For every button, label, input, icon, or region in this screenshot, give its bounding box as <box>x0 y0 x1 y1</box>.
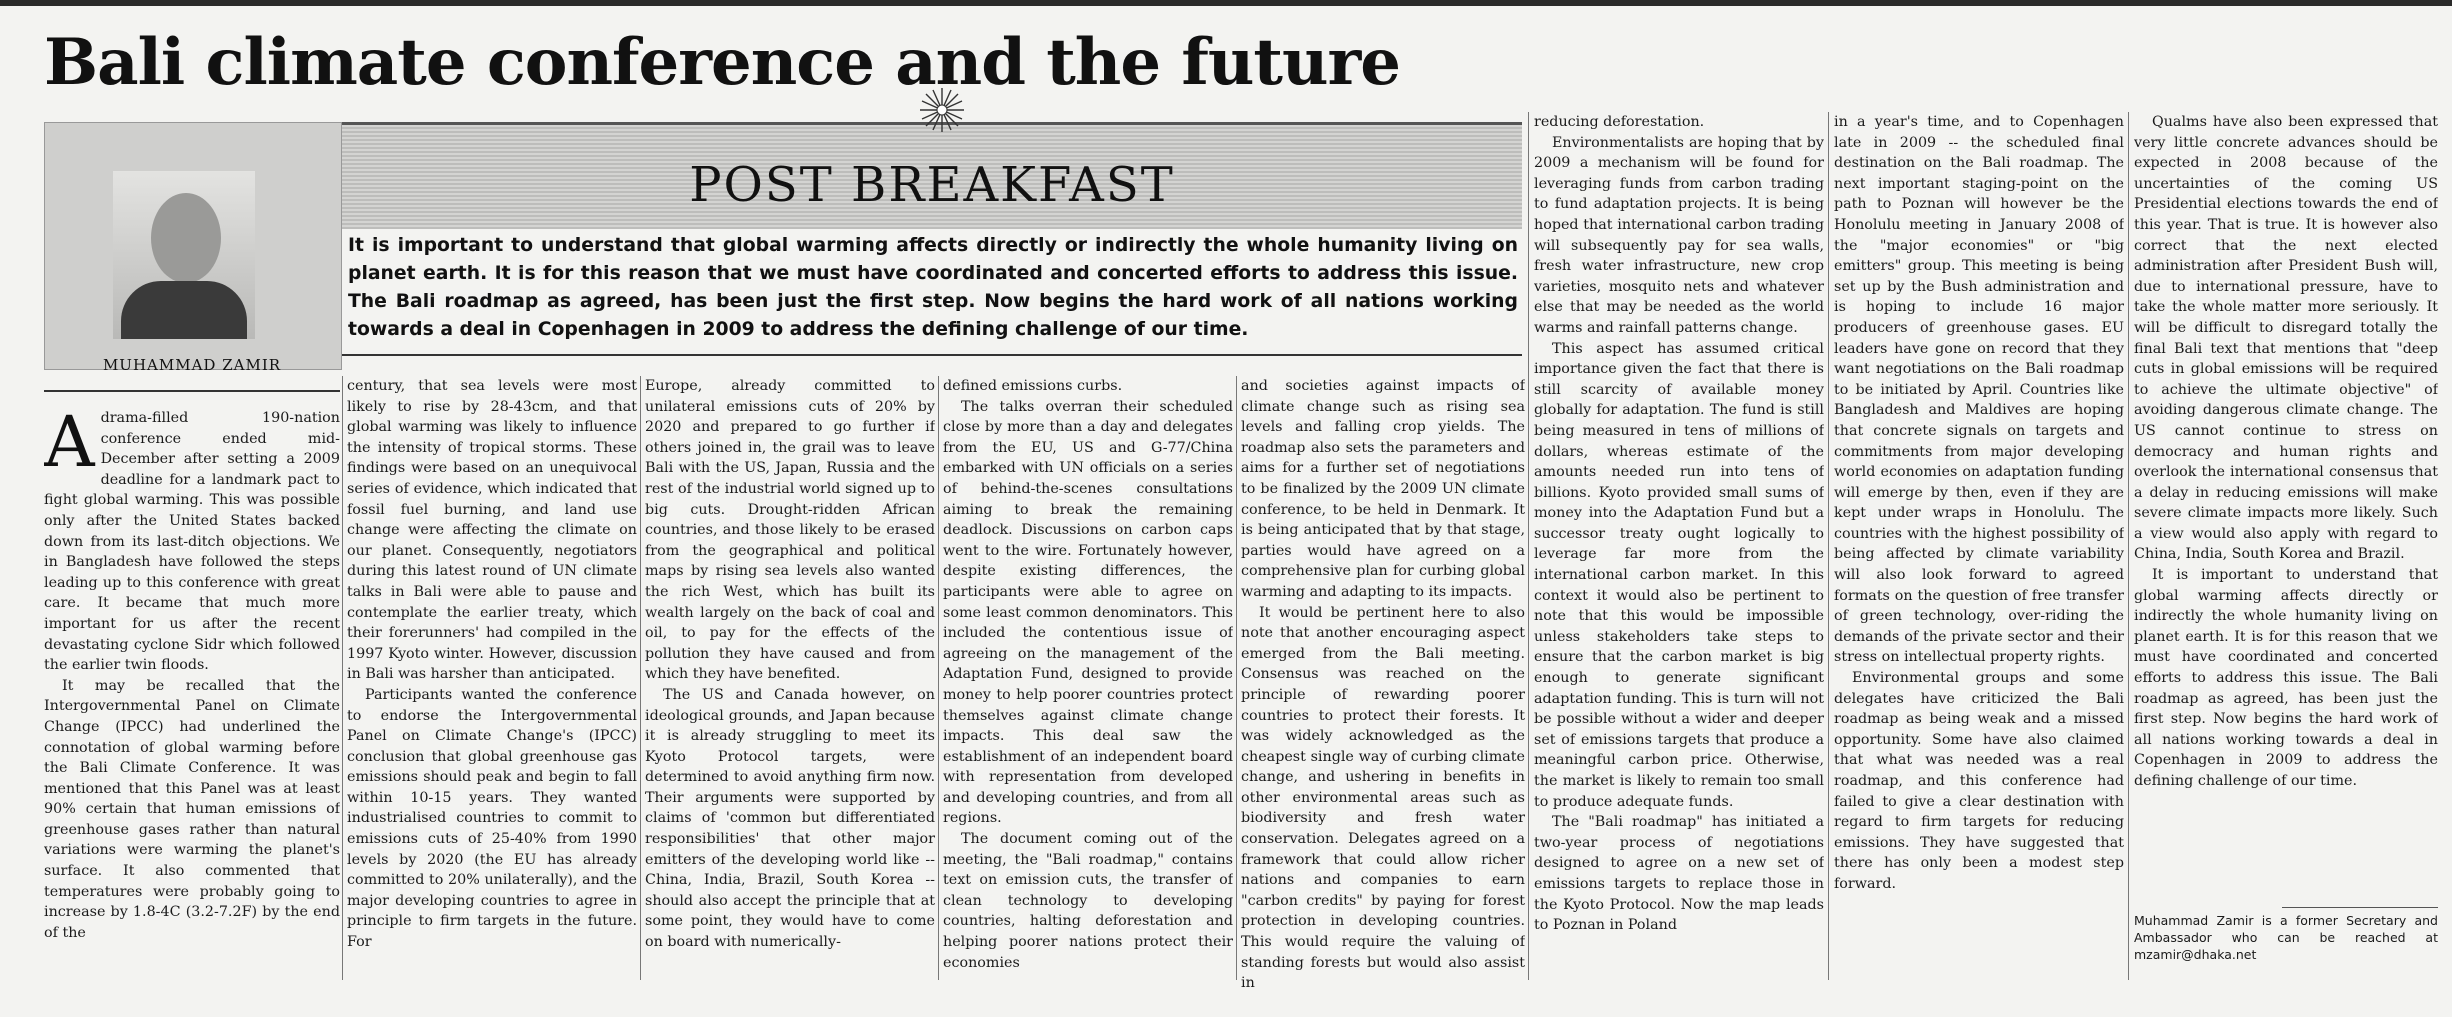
paragraph: The document coming out of the meeting, the "Bali roadmap," contains text on emission cuts, the transfer of clean technology to developing countries, halting deforestation and helping poorer nations protect their economies <box>943 831 1233 971</box>
column-rule <box>2128 112 2129 980</box>
paragraph: Europe, already committed to unilateral emissions cuts of 20% by 2020 and prepared to go further if others joined in, the grail was to leave Bali with the US, Japan, Russia and the rest of the industrial world signed up to big cuts. Drought-ridden African countries, and those likely to be erased from the geographical and political maps by rising sea levels also wanted the rich West, which has built its wealth largely on the back of coal and oil, to pay for the effects of the pollution they have caused and from which they have benefited. <box>645 378 935 683</box>
column-rule <box>938 376 939 980</box>
paragraph: and societies against impacts of climate change such as rising sea levels and falling crop yields. The roadmap also sets the parameters and aims for a further set of negotiations to be finalized by the 2009 UN climate conference, to be held in Denmark. It is being anticipated that by that stage, parties would have agreed on a comprehensive plan for curbing global warming and adapting to its impacts. <box>1241 378 1525 600</box>
paragraph: Participants wanted the conference to endorse the Intergovernmental Panel on Climate Change's (IPCC) conclusion that global greenhouse gas emissions should peak and begin to fall within 10-15 years. They wanted industrialised countries to commit to emissions cuts of 25-40% from 1990 levels by 2020 (the EU has already committed to 20% unilaterally), and the major developing countries to agree in principle to firm targets in the future. For <box>347 686 637 951</box>
paragraph: It would be pertinent here to also note that another encouraging aspect emerged from the Bali meeting. Consensus was reached on the principle of rewarding poorer countries to protect their forests. It was widely acknowledged as the cheapest single way of curbing climate change, and ushering in benefits in other environmental areas such as biodiversity and fresh water conservation. Delegates agreed on a framework that could allow richer nations and companies to earn "carbon credits" by paying for forest protection in developing countries. This would require the valuing of standing forests but would also assist in <box>1241 604 1525 992</box>
paragraph: The talks overran their scheduled close by more than a day and delegates from the EU, US and G-77/China embarked with UN officials on a series of behind-the-scenes consultations aiming to break the remaining deadlock. Discussions on carbon caps went to the wire. Fortunately however, despite existing differences, the participants were able to agree on some least common denominators. This included the contentious issue of agreeing on the management of the Adaptation Fund, designed to provide money to help poorer countries protect themselves against climate change impacts. This deal saw the establishment of an independent board with representation from developed and developing countries, and from all regions. <box>943 398 1233 827</box>
paragraph: Qualms have also been expressed that very little concrete advances should be expected in 2008 because of the uncertainties of the coming US Presidential elections towards the end of this year. That is true. It is however also correct that the next elected administration after President Bush will, due to international pressure, have to take the whole matter more seriously. It will be difficult to disregard totally the final Bali text that mentions that "deep cuts in global emissions will be required to achieve the ultimate objective" of avoiding dangerous climate change. The US cannot continue to stress on democracy and human rights and overlook the international consensus that a delay in reducing emissions will make severe climate impacts more likely. Such a view would also apply with regard to China, India, South Korea and Brazil. <box>2134 114 2438 563</box>
text-column-8 <box>2134 112 2438 902</box>
author-photo <box>113 171 255 339</box>
author-photo-panel <box>44 122 342 370</box>
article-headline: Bali climate conference and the future <box>44 25 1400 100</box>
column-title: POST BREAKFAST <box>689 157 1175 213</box>
paragraph: The US and Canada however, on ideological grounds, and Japan because it is already struggling to meet its Kyoto Protocol targets, were determined to avoid anything firm now. Their arguments were supported by claims of 'common but differentiated responsibilities' that other major emitters of the developing world like -- China, India, Brazil, South Korea -- should also accept the principle that at some point, they would have to come on board with numerically- <box>645 686 935 951</box>
text-column-6 <box>1534 112 1824 1001</box>
text-column-5 <box>1241 376 1525 1001</box>
text-column-1 <box>44 408 340 998</box>
paragraph: in a year's time, and to Copenhagen late in 2009 -- the scheduled final destination on the Bali roadmap. The next important staging-point on the path to Poznan will however be the Honolulu meeting in January 2008 of the "major economies" or "big emitters" group. This meeting is being set up by the Bush administration and is hoping to include 16 major producers of greenhouse gases. EU leaders have gone on record that they want negotiations on the Bali roadmap to be initiated by April. Countries like Bangladesh and Maldives are hoping that concrete signals on targets and commitments from major developing world economies on adaptation funding will emerge by then, even if they are kept under wraps in Honolulu. The countries with the highest possibility of being affected by climate variability will also look forward to agreed formats on the question of free transfer of green technology, over-riding the demands of the private sector and their stress on intellectual property rights. <box>1834 114 2124 666</box>
sunburst-icon <box>918 86 966 134</box>
column-rule <box>342 376 343 980</box>
text-column-3 <box>645 376 935 1001</box>
byline-panel <box>44 348 340 392</box>
paragraph: It may be recalled that the Intergovernmental Panel on Climate Change (IPCC) had underlined the connotation of global warming before the Bali Climate Conference. It was mentioned that this Panel was at least 90% certain that human emissions of greenhouse gases rather than natural variations were warming the planet's surface. It also commented that temperatures were probably going to increase by 1.8-4C (3.2-7.2F) by the end of the <box>44 677 340 941</box>
column-rule <box>1528 112 1529 980</box>
author-suit <box>121 281 247 339</box>
text-column-7 <box>1834 112 2124 1001</box>
author-face <box>151 193 221 283</box>
text-column-2 <box>347 376 637 1001</box>
column-rule <box>1828 112 1829 980</box>
paragraph: defined emissions curbs. <box>943 378 1123 394</box>
paragraph: It is important to understand that global warming affects directly or indirectly the whole humanity living on planet earth. It is for this reason that we must have coordinated and concerted efforts to address this issue. The Bali roadmap as agreed, has been just the first step. Now begins the hard work of all nations working towards a deal in Copenhagen in 2009 to address the defining challenge of our time. <box>2134 567 2438 789</box>
paragraph: Environmentalists are hoping that by 2009 a mechanism will be found for leveraging funds from carbon trading to fund adaptation projects. It is being hoped that international carbon trading will subsequently pay for sea walls, fresh water infrastructure, new crop varieties, mosquito nets and whatever else that may be needed as the world warms and rainfall patterns change. <box>1534 134 1824 336</box>
author-byline: MUHAMMAD ZAMIR <box>102 356 282 374</box>
bio-rule <box>2282 907 2438 908</box>
deck-rule <box>342 354 1522 356</box>
paragraph: The "Bali roadmap" has initiated a two-year process of negotiations designed to agree on a new set of emissions targets to replace those in the Kyoto Protocol. Now the map leads to Poznan in Poland <box>1534 814 1824 934</box>
author-bio-text: Muhammad Zamir is a former Secretary and Ambassador who can be reached at mzamir@dhaka.net <box>2134 913 2438 962</box>
column-rule <box>640 376 641 980</box>
top-rule <box>0 0 2452 6</box>
column-rule <box>1236 376 1237 980</box>
drop-cap: A <box>44 408 95 483</box>
text-column-4 <box>943 376 1233 1001</box>
paragraph: century, that sea levels were most likely to rise by 28-43cm, and that global warming was likely to influence the intensity of tropical storms. These findings were based on an unequivocal series of evidence, which indicated that fossil fuel burning, and land use change were affecting the climate on our planet. Consequently, negotiators during this latest round of UN climate talks in Bali were able to pause and contemplate the earlier treaty, which their forerunners' had compiled in the 1997 Kyoto winter. However, discussion in Bali was harsher than anticipated. <box>347 378 637 683</box>
paragraph: reducing deforestation. <box>1534 114 1705 130</box>
paragraph: This aspect has assumed critical importance given the fact that there is still scarcity of available money globally for adaptation. The fund is still being measured in tens of millions of dollars, whereas estimate of the amounts needed run into tens of billions. Kyoto provided small sums of money into the Adaptation Fund but a successor treaty ought logically to leverage far more from the international carbon market. In this context it would also be pertinent to note that this would be impossible unless stakeholders take steps to ensure that the carbon market is big enough to generate significant adaptation funding. This is turn will not be possible without a wider and deeper set of emissions targets that produce a meaningful carbon price. Otherwise, the market is likely to remain too small to produce adequate funds. <box>1534 340 1824 810</box>
author-bio <box>2134 912 2438 972</box>
article-deck: It is important to understand that global warming affects directly or indirectly the whole humanity living on planet earth. It is for this reason that we must have coordinated and concerted efforts to address this issue. The Bali roadmap as agreed, has been just the first step. Now begins the hard work of all nations working towards a deal in Copenhagen in 2009 to address the defining challenge of our time. <box>348 235 1518 340</box>
column-banner <box>342 122 1522 229</box>
paragraph: drama-filled 190-nation conference ended mid-December after setting a 2009 deadline for a landmark pact to fight global warming. This was possible only after the United States backed down from its last-ditch objections. We in Bangladesh have followed the steps leading up to this conference with great care. It became that much more important for us after the recent devastating cyclone Sidr which followed the earlier twin floods. <box>44 410 340 674</box>
paragraph: Environmental groups and some delegates have criticized the Bali roadmap as being weak and a missed opportunity. Some have also claimed that what was needed was a real roadmap, and this conference had failed to give a clear destination with regard to firm targets for reducing emissions. They have suggested that there has only been a modest step forward. <box>1834 670 2124 892</box>
